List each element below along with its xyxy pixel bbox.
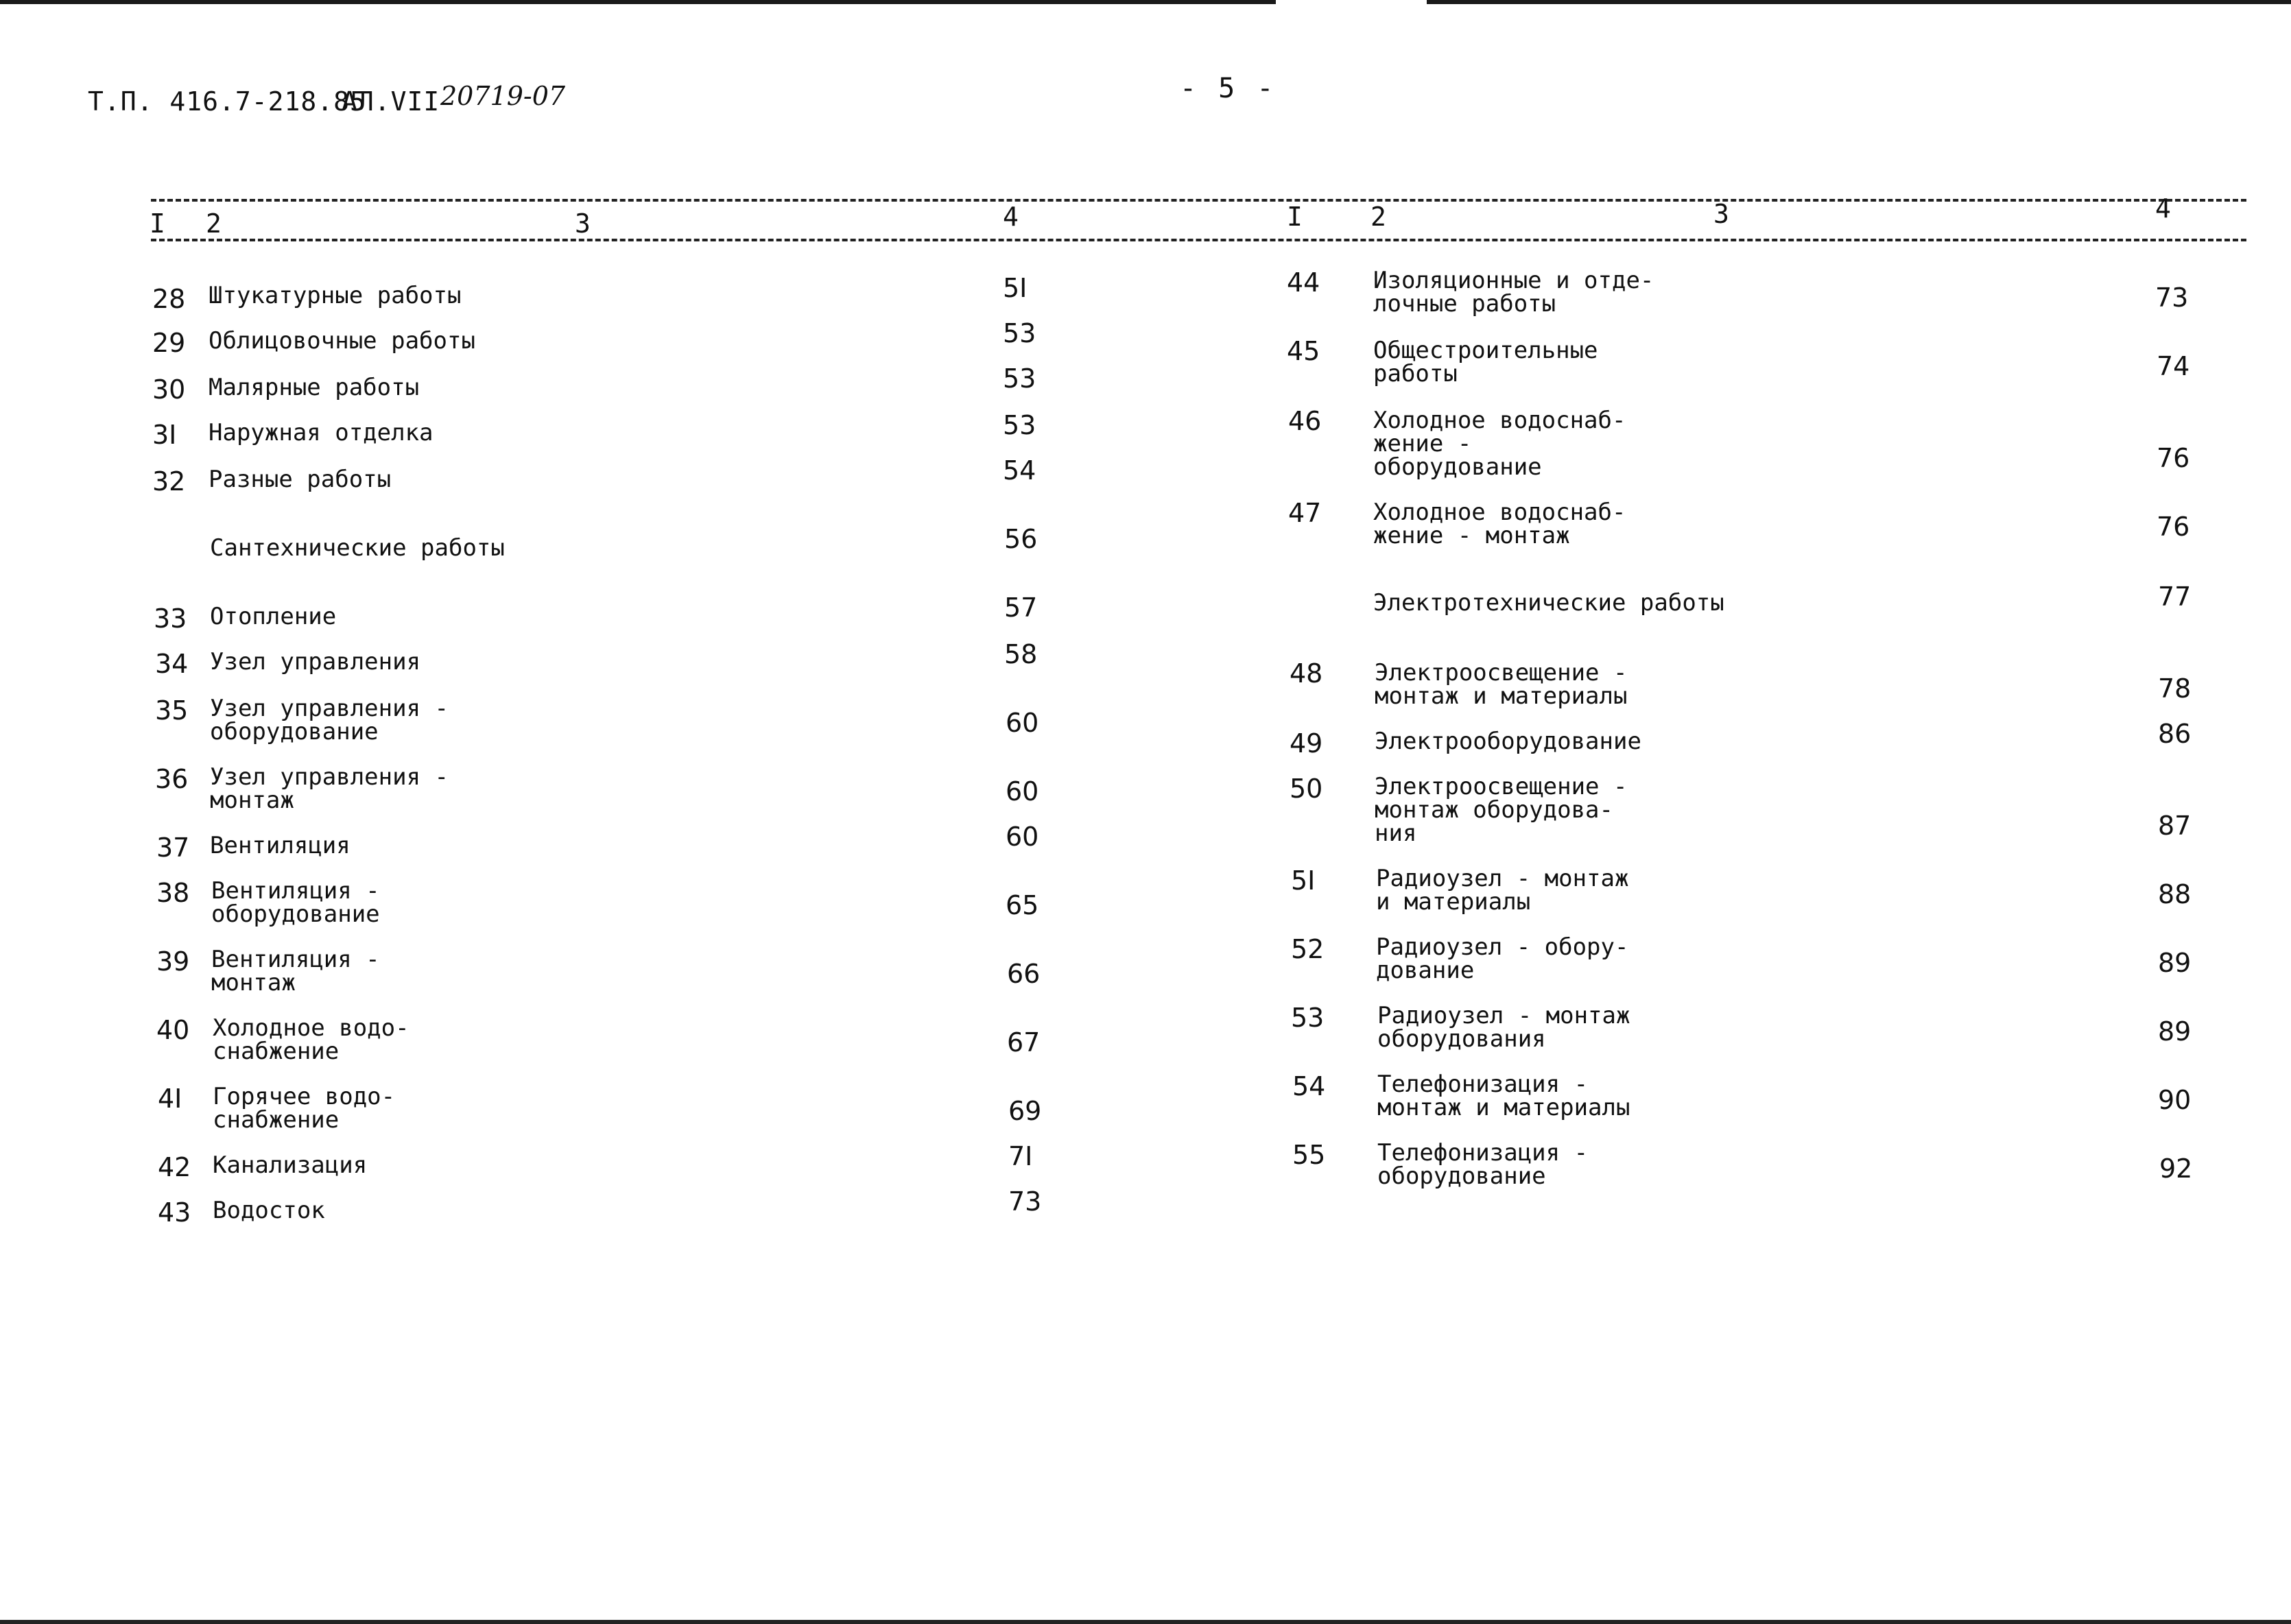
row-number: 46 [1288,406,1322,436]
row-name: Узел управления [210,648,421,676]
row-name: Облицовочные работы [209,327,475,355]
row-name: Малярные работы [209,374,420,401]
row-number: 32 [152,466,186,497]
row-number: 38 [156,878,190,908]
section-title-plumbing: Сантехнические работы [210,534,505,562]
row-page: 86 [2158,719,2192,749]
row-number: 30 [152,374,186,405]
row-number: 48 [1290,658,1323,689]
row-page: 53 [1003,363,1036,394]
scan-top-gap [1276,0,1427,4]
row-number: 3I [152,420,177,450]
row-name: Канализация [213,1151,368,1179]
col-head-left-2: 2 [206,208,222,239]
row-name: Электроосвещение - монтаж и материалы [1375,659,1628,710]
row-name: Горячее водо- снабжение [213,1083,396,1134]
row-name: Общестроительные работы [1373,337,1598,387]
row-name: Вентиляция - оборудование [211,877,380,928]
row-page: 78 [2158,673,2192,704]
row-page: 60 [1006,822,1039,852]
row-page: 58 [1004,639,1038,669]
row-page: 66 [1007,959,1041,989]
row-number: 49 [1290,728,1323,759]
row-page: 54 [1003,455,1036,486]
row-name: Разные работы [209,466,392,493]
col-head-right-4: 4 [2155,193,2171,224]
row-number: 36 [155,764,189,794]
row-page: 76 [2157,512,2190,542]
row-page: 92 [2159,1154,2193,1184]
row-page: 7I [1008,1141,1033,1171]
row-number: 50 [1290,774,1323,804]
row-name: Узел управления - оборудование [210,695,449,745]
row-name: Радиоузел - монтаж оборудования [1377,1002,1630,1053]
row-name: Штукатурные работы [209,282,462,309]
row-number: 53 [1291,1003,1325,1033]
row-page: 73 [1008,1186,1042,1217]
scan-top-edge [0,0,2291,4]
row-number: 44 [1287,267,1320,298]
table-header-rule-top [151,199,2246,202]
row-name: Телефонизация - оборудование [1377,1139,1589,1190]
col-head-left-4: 4 [1003,202,1019,232]
row-page: 5I [1003,273,1028,303]
row-page: 73 [2155,283,2189,313]
col-head-left-1: I [150,208,165,239]
row-name: Вентиляция [210,832,351,859]
row-number: 52 [1291,934,1325,964]
row-name: Холодное водоснаб- жение - оборудование [1373,407,1626,481]
row-number: 35 [155,695,189,726]
row-page: 90 [2158,1085,2192,1115]
row-name: Радиоузел - обору- дование [1376,933,1629,984]
row-page: 67 [1007,1027,1041,1058]
col-head-left-3: 3 [575,208,591,239]
row-number: 45 [1287,336,1320,366]
row-number: 42 [158,1152,191,1182]
table-header-rule-bottom [151,239,2246,241]
row-page: 53 [1003,318,1036,348]
row-name: Узел управления - монтаж [210,763,449,814]
album-number: АЛ.VII [342,86,440,117]
row-number: 40 [156,1015,190,1045]
scan-bottom-edge [0,1620,2291,1624]
row-number: 47 [1288,498,1322,528]
row-name: Холодное водо- снабжение [213,1014,409,1065]
row-name: Вентиляция - монтаж [211,946,380,996]
row-number: 33 [154,604,187,634]
row-name: Изоляционные и отде- лочные работы [1373,267,1654,318]
row-page: 87 [2158,811,2192,841]
row-page: 56 [1004,524,1038,554]
section-title-electrical: Электротехнические работы [1373,589,1724,617]
col-head-right-1: I [1287,202,1303,232]
inventory-number: 20719-07 [440,81,566,111]
row-page: 74 [2157,351,2190,381]
row-name: Электрооборудование [1375,728,1641,755]
row-page: 69 [1008,1096,1042,1126]
page-number: - 5 - [1180,73,1277,104]
row-number: 28 [152,284,186,314]
row-number: 5I [1291,865,1316,896]
row-name: Холодное водоснаб- жение - монтаж [1373,499,1626,549]
col-head-right-3: 3 [1713,199,1729,229]
row-page: 65 [1006,890,1039,920]
row-page: 57 [1004,593,1038,623]
row-name: Телефонизация - монтаж и материалы [1377,1071,1630,1121]
row-page: 60 [1006,776,1039,807]
col-head-right-2: 2 [1370,202,1386,232]
row-number: 54 [1292,1071,1326,1101]
row-number: 55 [1292,1140,1326,1170]
row-page: 76 [2157,443,2190,473]
row-page: 89 [2158,948,2192,978]
row-number: 37 [156,833,190,863]
row-number: 29 [152,328,186,358]
row-name: Электроосвещение - монтаж оборудова- ния [1375,773,1628,847]
row-page: 53 [1003,410,1036,440]
row-name: Радиоузел - монтаж и материалы [1376,865,1629,916]
row-name: Отопление [210,603,337,630]
row-number: 39 [156,946,190,977]
document-code: Т.П. 416.7-218.85 [88,86,366,117]
row-number: 34 [155,649,189,679]
row-page: 77 [2158,582,2192,612]
row-name: Водосток [213,1197,325,1224]
row-number: 4I [158,1084,182,1114]
row-page: 60 [1006,708,1039,738]
row-name: Наружная отделка [209,419,434,446]
row-page: 88 [2158,879,2192,909]
row-page: 89 [2158,1016,2192,1047]
row-number: 43 [158,1197,191,1228]
